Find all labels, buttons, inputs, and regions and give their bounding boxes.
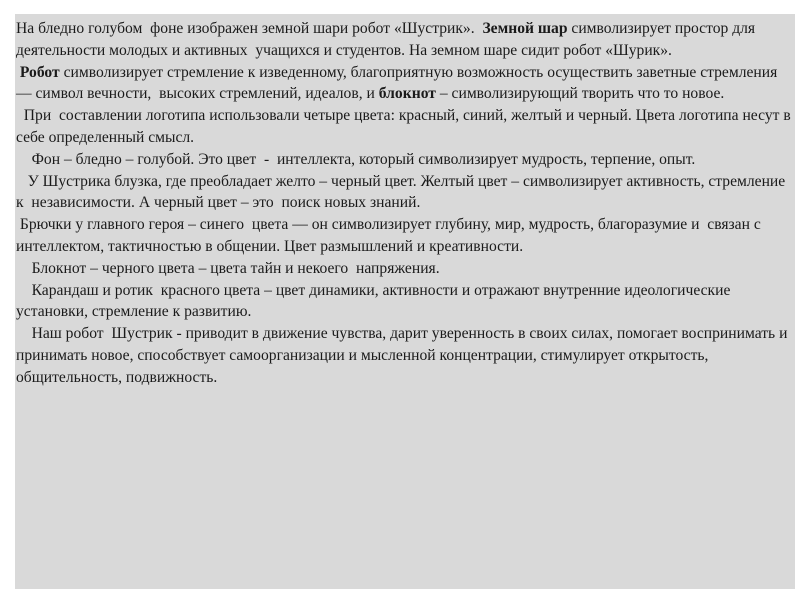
- text-run: – символизирующий творить что то новое.: [435, 85, 725, 103]
- paragraph: [16, 171, 791, 215]
- bold-term: блокнот: [378, 85, 436, 103]
- paragraph: [16, 258, 791, 280]
- text-run: символизирует простор для деятельности молодых и активных учащихся и студентов. На земном шаре сидит робот «Шурик».: [16, 20, 759, 59]
- text-run: Фон – бледно – голубой. Это цвет - интеллекта, который символизирует мудрость, терпение, опыт.: [16, 150, 696, 168]
- text-run: Карандаш и ротик красного цвета – цвет динамики, активности и отражают внутренние идеологические установки, стремление к развитию.: [16, 281, 735, 321]
- bold-term: Земной шар: [482, 20, 568, 37]
- bold-term: Робот: [19, 63, 60, 81]
- text-run: Брючки у главного героя – синего цвета — он символизирует глубину, мир, мудрость, благоразумие и связан с интеллектом, тактичностью в общении. Цвет размышлений и креативности.: [16, 216, 765, 255]
- text-run: У Шустрика блузка, где преобладает желто – черный цвет. Желтый цвет – символизирует активность, стремление к независимости. А черный цвет – это поиск новых знаний.: [16, 172, 790, 212]
- text-run: На бледно голубом фоне изображен земной шари робот «Шустрик».: [16, 20, 483, 37]
- paragraph: [16, 18, 791, 62]
- body-text: [16, 18, 795, 389]
- paragraph: [16, 149, 791, 171]
- text-run: символизирует стремление к изведенному, благоприятную возможность осуществить заветные стремления — символ вечности, высоких стремлений, идеалов, и: [16, 63, 782, 103]
- paragraph: [16, 105, 795, 149]
- paragraph: [16, 280, 791, 324]
- paragraph: [16, 214, 791, 258]
- paragraph: [16, 62, 791, 106]
- text-run: При составлении логотипа использовали четыре цвета: красный, синий, желтый и черный. Цвета логотипа несут в себе определенный смысл.: [16, 107, 795, 146]
- text-run: Наш робот Шустрик - приводит в движение чувства, дарит уверенность в своих силах, помогает воспринимать и принимать новое, способствует самоорганизации и мысленной концентрации, стимулирует открытость, общительность, подвижность.: [16, 325, 792, 386]
- paragraph: [16, 323, 791, 388]
- text-run: Блокнот – черного цвета – цвета тайн и некоего напряжения.: [16, 259, 440, 277]
- text-box: [15, 14, 795, 589]
